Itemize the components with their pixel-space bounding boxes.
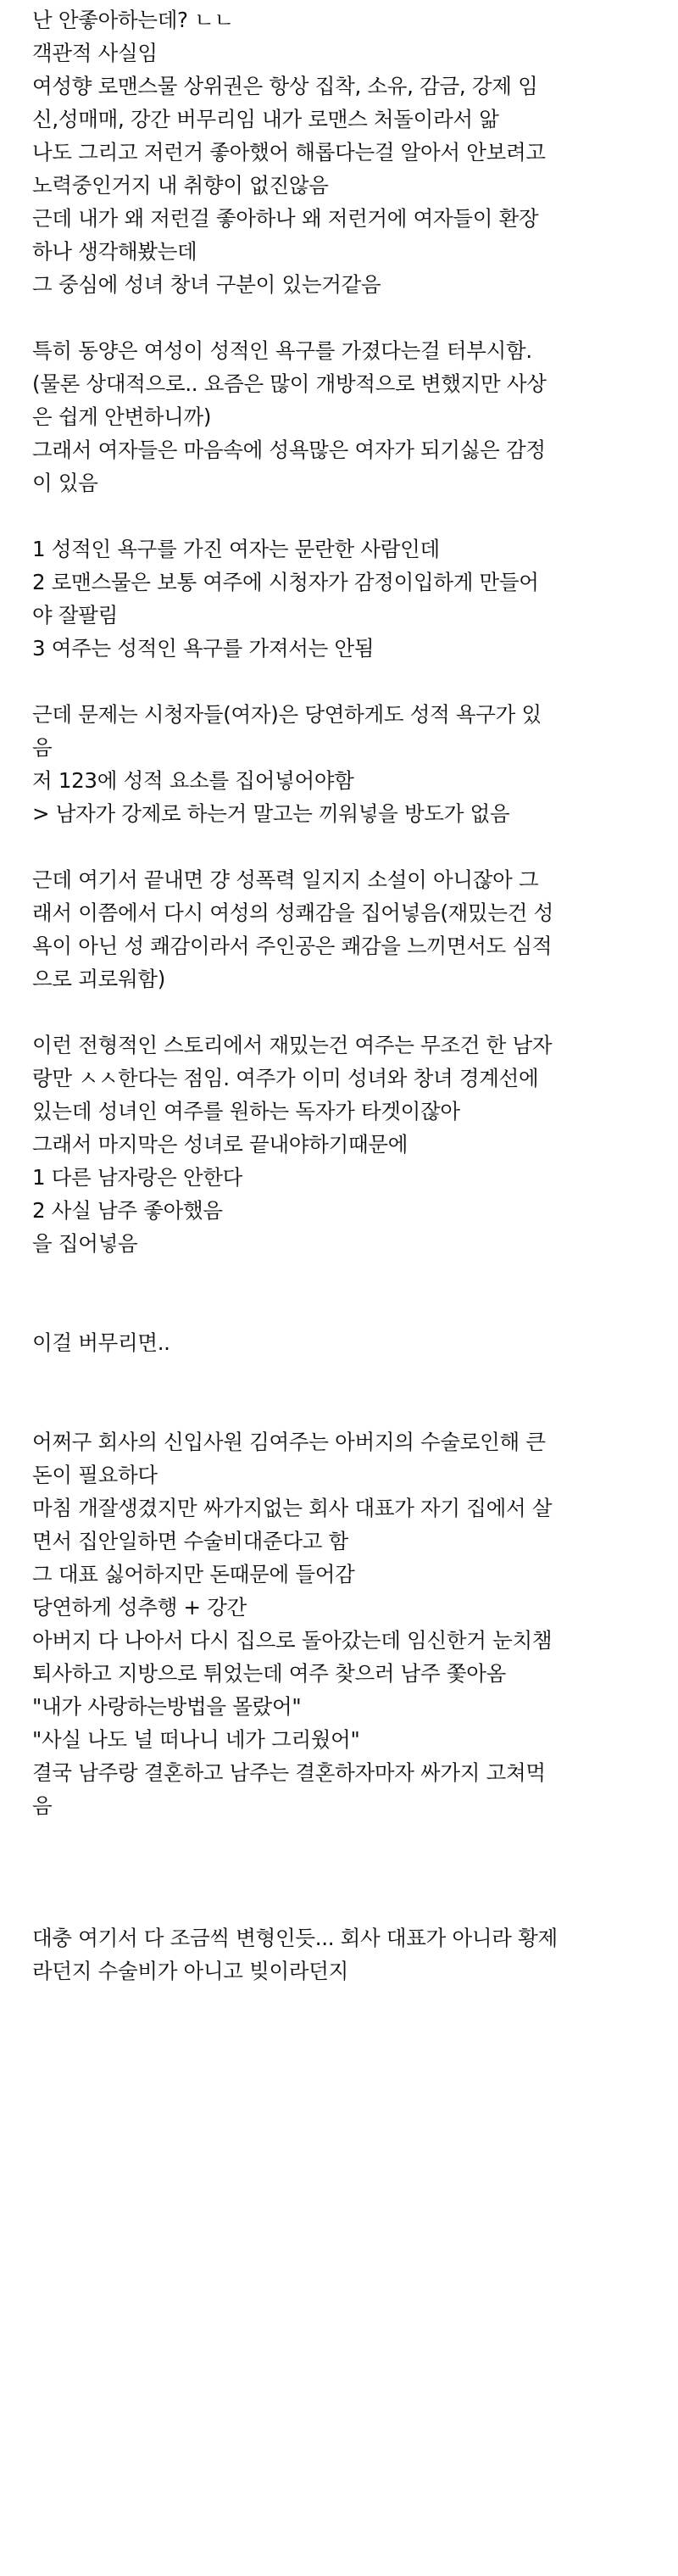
paragraph-4	[32, 698, 659, 830]
text-line: 1 다른 남자랑은 안한다	[32, 1165, 243, 1190]
paragraph-8	[32, 1425, 659, 1822]
paragraph-spacer	[32, 665, 659, 698]
paragraph-spacer	[32, 1359, 659, 1425]
text-line: 하나 생각해봤는데	[32, 239, 197, 264]
paragraph-9	[32, 1921, 659, 1988]
paragraph-spacer	[32, 1822, 659, 1921]
text-line: 그 대표 싫어하지만 돈때문에 들어감	[32, 1562, 355, 1586]
paragraph-3	[32, 532, 659, 665]
paragraph-spacer	[32, 830, 659, 863]
paragraph-6	[32, 1029, 659, 1260]
text-line: 아버지 다 나아서 다시 집으로 돌아갔는데 임신한거 눈치챔	[32, 1628, 553, 1653]
text-line: 야 잘팔림	[32, 603, 118, 627]
text-line: 은 쉽게 안변하니까)	[32, 404, 212, 429]
text-line: 이걸 버무리면..	[32, 1330, 170, 1355]
text-line: 나도 그리고 저런거 좋아했어 해롭다는걸 알아서 안보려고	[32, 140, 546, 164]
text-line: 으로 괴로워함)	[32, 967, 165, 991]
text-line: 특히 동양은 여성이 성적인 욕구를 가졌다는걸 터부시함.	[32, 338, 532, 363]
paragraph-spacer	[32, 301, 659, 334]
text-line: 랑만 ㅅㅅ한다는 점임. 여주가 이미 성녀와 창녀 경계선에	[32, 1066, 539, 1090]
text-line: 면서 집안일하면 수술비대준다고 함	[32, 1529, 348, 1553]
text-line: 2 로맨스물은 보통 여주에 시청자가 감정이입하게 만들어	[32, 570, 539, 594]
text-line: 돈이 필요하다	[32, 1463, 158, 1487]
text-line: 래서 이쯤에서 다시 여성의 성쾌감을 집어넣음(재밌는건 성	[32, 900, 553, 925]
text-line: 저 123에 성적 요소를 집어넣어야함	[32, 768, 354, 793]
text-line: 여성향 로맨스물 상위권은 항상 집착, 소유, 감금, 강제 임	[32, 74, 538, 98]
paragraph-spacer	[32, 1260, 659, 1326]
text-line: 3 여주는 성적인 욕구를 가져서는 안됨	[32, 636, 375, 661]
text-line: 2 사실 남주 좋아했음	[32, 1198, 223, 1223]
text-line: 이 있음	[32, 471, 98, 495]
text-line: 근데 내가 왜 저런걸 좋아하나 왜 저런거에 여자들이 환장	[32, 206, 539, 231]
paragraph-5	[32, 863, 659, 995]
text-line: 난 안좋아하는데? ㄴㄴ	[32, 8, 234, 32]
text-line: 욕이 아닌 성 쾌감이라서 주인공은 쾌감을 느끼면서도 심적	[32, 934, 553, 958]
text-line: 그래서 여자들은 마음속에 성욕많은 여자가 되기싫은 감정	[32, 438, 546, 462]
paragraph-spacer	[32, 995, 659, 1029]
paragraph-1	[32, 3, 659, 301]
text-line: > 남자가 강제로 하는거 말고는 끼워넣을 방도가 없음	[32, 801, 510, 826]
text-line: 이런 전형적인 스토리에서 재밌는건 여주는 무조건 한 남자	[32, 1033, 553, 1057]
paragraph-spacer	[32, 499, 659, 532]
text-line: "내가 사랑하는방법을 몰랐어"	[32, 1694, 302, 1719]
text-line: (물론 상대적으로.. 요즘은 많이 개방적으로 변했지만 사상	[32, 371, 547, 396]
text-line: 음	[32, 1793, 53, 1818]
text-line: 대충 여기서 다 조금씩 변형인듯... 회사 대표가 아니라 황제	[32, 1926, 558, 1950]
text-line: 퇴사하고 지방으로 튀었는데 여주 찾으러 남주 쫓아옴	[32, 1661, 506, 1686]
text-line: 라던지 수술비가 아니고 빚이라던지	[32, 1959, 348, 1983]
text-line: 신,성매매, 강간 버무리임 내가 로맨스 처돌이라서 앎	[32, 107, 499, 131]
text-line: 결국 남주랑 결혼하고 남주는 결혼하자마자 싸가지 고쳐먹	[32, 1760, 546, 1785]
text-line: 마침 개잘생겼지만 싸가지없는 회사 대표가 자기 집에서 살	[32, 1496, 553, 1520]
text-line: 근데 여기서 끝내면 걍 성폭력 일지지 소설이 아니잖아 그	[32, 867, 539, 892]
paragraph-2	[32, 334, 659, 499]
text-line: "사실 나도 널 떠나니 네가 그리웠어"	[32, 1727, 360, 1752]
text-line: 음	[32, 735, 53, 760]
text-line: 을 집어넣음	[32, 1231, 138, 1256]
paragraph-7	[32, 1326, 659, 1359]
text-line: 있는데 성녀인 여주를 원하는 독자가 타겟이잖아	[32, 1099, 460, 1124]
text-line: 근데 문제는 시청자들(여자)은 당연하게도 성적 욕구가 있	[32, 702, 542, 727]
text-line: 객관적 사실임	[32, 41, 158, 65]
text-line: 그 중심에 성녀 창녀 구분이 있는거같음	[32, 272, 381, 297]
text-line: 당연하게 성추행 + 강간	[32, 1595, 247, 1620]
text-line: 어쩌구 회사의 신입사원 김여주는 아버지의 수술로인해 큰	[32, 1430, 546, 1454]
text-line: 노력중인거지 내 취향이 없진않음	[32, 173, 329, 198]
text-line: 1 성적인 욕구를 가진 여자는 문란한 사람인데	[32, 537, 440, 561]
text-line: 그래서 마지막은 성녀로 끝내야하기때문에	[32, 1132, 408, 1157]
